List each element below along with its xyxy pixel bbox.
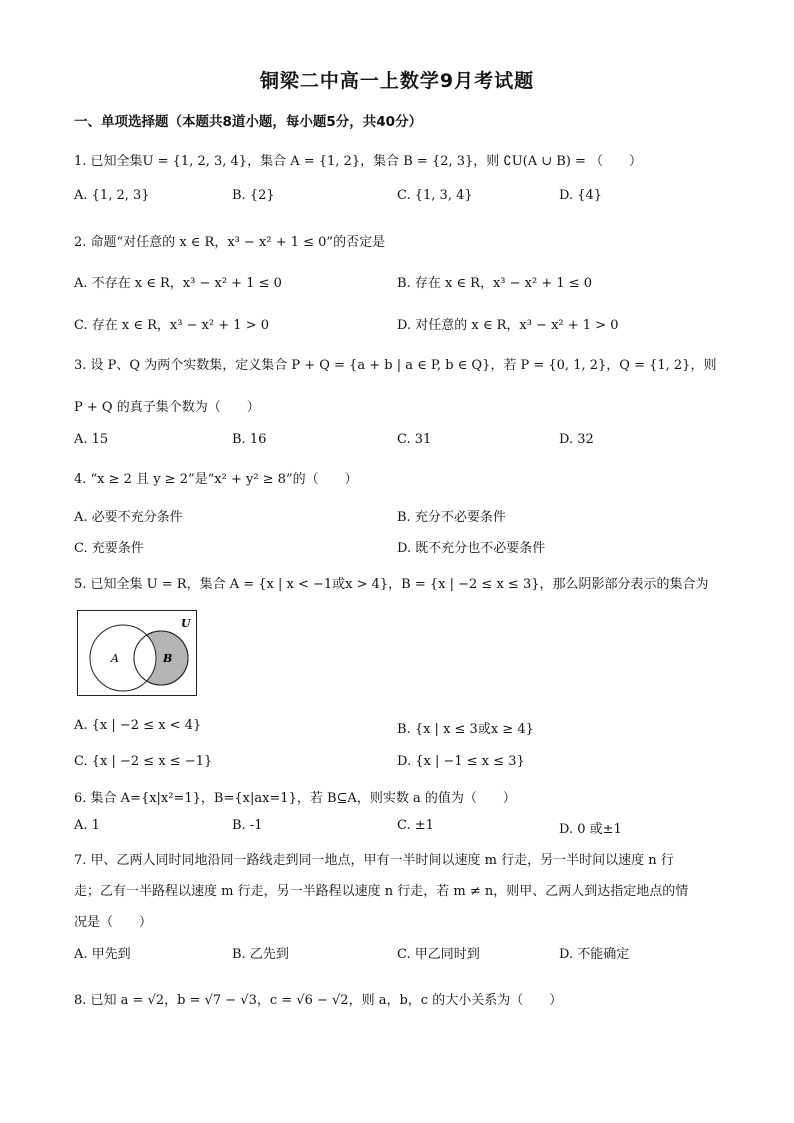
q3-option-c: C. 31 [397,432,432,447]
venn-diagram [77,610,197,696]
question-3-stem: 3. 设 P、Q 为两个实数集，定义集合 P + Q = {a + b | a ∈ P, b ∈ Q}，若 P = {0, 1, 2}，Q = {1, 2}，则 [74,358,717,373]
section-heading: 一、单项选择题（本题共8道小题，每小题5分，共40分） [74,114,423,130]
question-7-stem-end: 况是（ ） [74,915,153,930]
q7-option-c: C. 甲乙同时到 [397,947,480,962]
q2-option-a: A. 不存在 x ∈ R，x³ − x² + 1 ≤ 0 [74,276,282,291]
q5-option-b: B. {x | x ≤ 3或x ≥ 4} [397,722,534,737]
q2-option-b: B. 存在 x ∈ R，x³ − x² + 1 ≤ 0 [397,276,593,291]
question-1-stem: 1. 已知全集U = {1, 2, 3, 4}，集合 A = {1, 2}，集合 B = {2, 3}，则 ∁U(A ∪ B) = （ ） [74,154,643,169]
question-4-stem: 4. “x ≥ 2 且 y ≥ 2”是“x² + y² ≥ 8”的（ ） [74,472,358,487]
question-8-stem: 8. 已知 a = √2，b = √7 − √3，c = √6 − √2，则 a，b，c 的大小关系为（ ） [74,993,563,1008]
q7-option-d: D. 不能确定 [559,947,630,962]
q4-option-b: B. 充分不必要条件 [397,510,506,525]
question-5-stem: 5. 已知全集 U = R，集合 A = {x | x < −1或x > 4}，B = {x | −2 ≤ x ≤ 3}，那么阴影部分表示的集合为 [74,577,709,592]
page-title: 铜梁二中高一上数学9月考试题 [259,70,535,92]
q6-option-c: C. ±1 [397,818,434,833]
q3-option-a: A. 15 [74,432,109,447]
q5-option-a: A. {x | −2 ≤ x < 4} [74,718,202,733]
q5-option-c: C. {x | −2 ≤ x ≤ −1} [74,754,213,769]
question-2-stem: 2. 命题“对任意的 x ∈ R，x³ − x² + 1 ≤ 0”的否定是 [74,235,386,250]
q6-option-d: D. 0 或±1 [559,822,622,837]
question-7-stem: 7. 甲、乙两人同时同地沿同一路线走到同一地点，甲有一半时间以速度 m 行走，另一半时间以速度 n 行 [74,853,674,868]
question-3-stem-cont: P + Q 的真子集个数为（ ） [74,400,260,415]
q1-option-a: A. {1, 2, 3} [74,188,150,203]
question-7-stem-cont: 走；乙有一半路程以速度 m 行走，另一半路程以速度 n 行走，若 m ≠ n，则甲、乙两人到达指定地点的情 [74,884,689,899]
q2-option-c: C. 存在 x ∈ R，x³ − x² + 1 > 0 [74,318,269,333]
q6-option-a: A. 1 [74,818,100,833]
q1-option-d: D. {4} [559,188,603,203]
q3-option-b: B. 16 [232,432,267,447]
q7-option-a: A. 甲先到 [74,947,131,962]
q4-option-c: C. 充要条件 [74,541,144,556]
q5-option-d: D. {x | −1 ≤ x ≤ 3} [397,754,525,769]
q3-option-d: D. 32 [559,432,594,447]
q4-option-d: D. 既不充分也不必要条件 [397,541,546,556]
q1-option-c: C. {1, 3, 4} [397,188,473,203]
label-u: U [181,617,191,630]
q4-option-a: A. 必要不充分条件 [74,510,183,525]
label-b: B [163,652,173,665]
q7-option-b: B. 乙先到 [232,947,289,962]
q2-option-d: D. 对任意的 x ∈ R，x³ − x² + 1 > 0 [397,318,619,333]
q1-option-b: B. {2} [232,188,275,203]
q6-option-b: B. -1 [232,818,263,833]
label-a: A [111,652,119,665]
question-6-stem: 6. 集合 A={x|x²=1}，B={x|ax=1}，若 B⊆A，则实数 a 的值为（ ） [74,791,516,806]
